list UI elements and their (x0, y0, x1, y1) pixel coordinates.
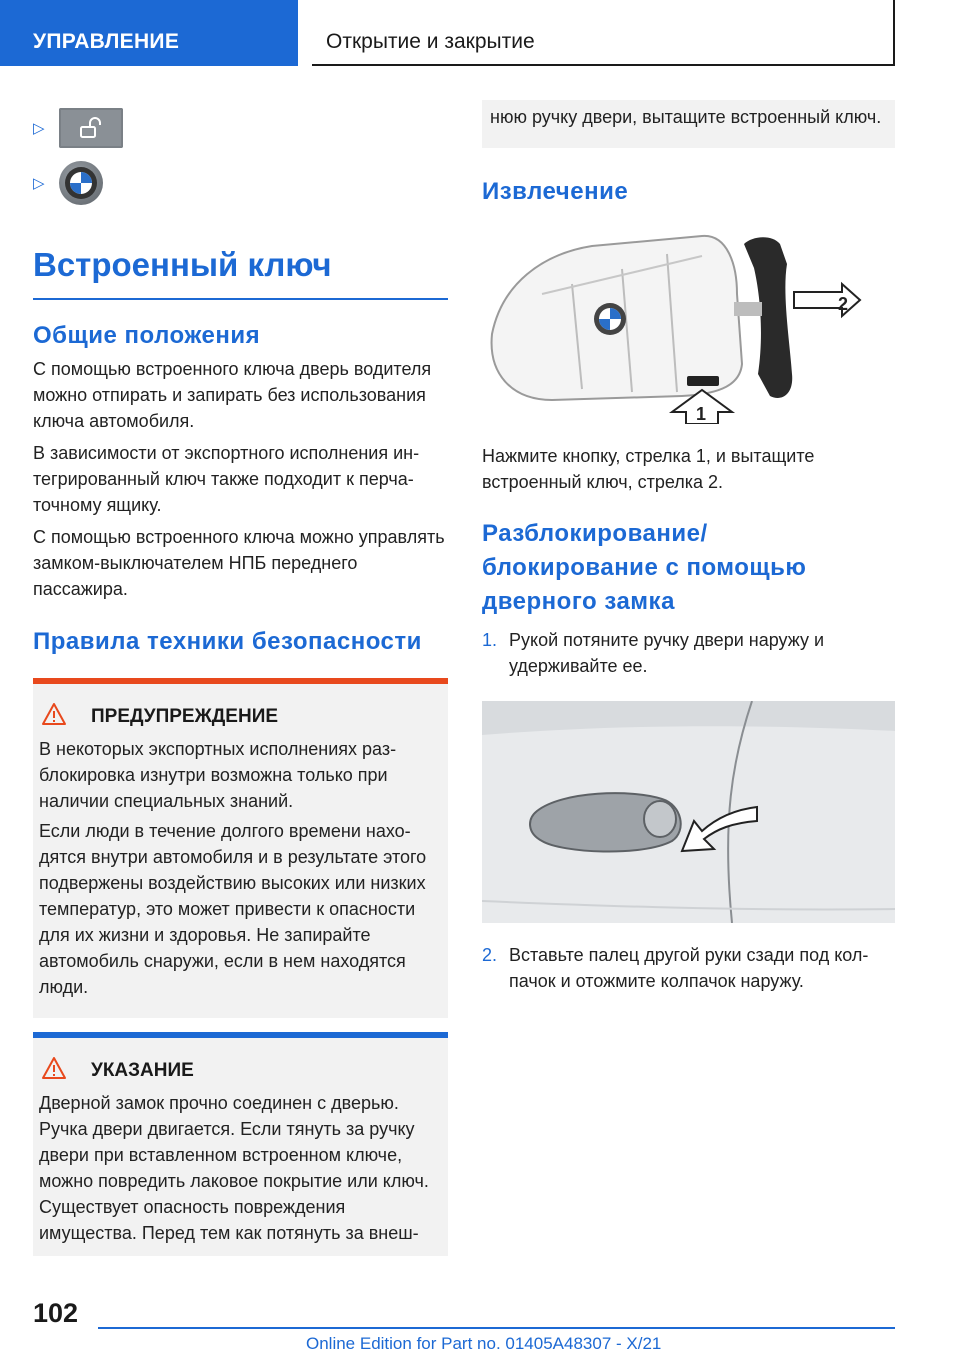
general-heading: Общие положения (33, 322, 261, 349)
page-number: 102 (33, 1298, 79, 1328)
right-column (482, 100, 895, 994)
warning-paragraph: В некоторых экспортных исполнениях разблокировка изнутри возможна только при наличии специальных знаний. (39, 739, 397, 811)
note-label: УКАЗАНИЕ (91, 1060, 194, 1081)
page-header (0, 0, 960, 66)
bmw-logo-button-icon (59, 161, 103, 205)
step-text: Рукой потяните ручку двери наружу и удерживайте ее. (509, 630, 825, 676)
warning-box (33, 678, 448, 1018)
warning-header (39, 702, 440, 732)
edition-text: Online Edition for Part no. 01405A48307 - X/21 (306, 1334, 662, 1353)
warning-paragraph: Если люди в течение долгого времени находятся внутри автомобиля и в результате этого подвержены воздействию высоких или низких температур, это может привести к опасности для их жизни и здоровья. Не запирайте автомобиль снаружи, если в нем находятся люди. (39, 821, 427, 997)
door-handle-figure (482, 701, 895, 928)
removal-heading: Извлечение (482, 178, 629, 205)
note-box (33, 1032, 448, 1256)
arrow-2-label: 2 (838, 294, 849, 314)
footer-divider (98, 1327, 895, 1329)
steps-list-cont (482, 942, 895, 994)
note-continuation: нюю ручку двери, вытащите встроенный ключ. (490, 107, 882, 127)
note-continuation-box (482, 100, 895, 148)
topic-title: Открытие и закрытие (312, 0, 895, 66)
lock-heading-line: Разблокирование/ (482, 520, 708, 547)
step-number: 1. (482, 630, 498, 650)
note-header (39, 1056, 440, 1086)
step-number: 2. (482, 945, 498, 965)
key-removal-figure (482, 224, 895, 429)
removal-text: Нажмите кнопку, стрелка 1, и вытащите встроенный ключ, стрелка 2. (482, 446, 815, 492)
arrow-1-label: 1 (696, 404, 707, 424)
step-item (482, 627, 895, 679)
step-item (482, 942, 895, 994)
warning-label: ПРЕДУПРЕЖДЕНИЕ (91, 706, 279, 727)
bullet-unlock (33, 100, 448, 155)
left-column (33, 100, 448, 1256)
bullet-logo (33, 155, 448, 210)
safety-heading: Правила техники безопасности (33, 628, 422, 655)
caution-triangle-icon (41, 1056, 71, 1086)
lock-heading (482, 517, 895, 619)
general-paragraph: С помощью встроенного ключа можно управлять замком-выключателем НПБ переднего пассажира. (33, 527, 445, 599)
lock-heading-line: блокирование с помощью (482, 554, 807, 581)
note-paragraph: Дверной замок прочно соединен с дверью. Ручка двери двигается. Если тянуть за ручку двери при вставленном встроенном ключе, можно повредить лаковое покрытие или ключ. Существует опасность повреждения имущества. Перед тем как потянуть за внеш- (39, 1093, 429, 1243)
general-paragraph: В зависимости от экспортного исполнения интегрированный ключ также подходит к перчаточному ящику. (33, 443, 420, 515)
lock-heading-line: дверного замка (482, 588, 675, 615)
general-paragraph: С помощью встроенного ключа дверь водителя можно отпирать и запирать без использования ключа автомобиля. (33, 359, 432, 431)
warning-triangle-icon (41, 702, 71, 732)
bullet-marker: ▷ (33, 174, 45, 192)
unlock-button-icon (59, 108, 123, 148)
bullet-marker: ▷ (33, 119, 45, 137)
step-text: Вставьте палец другой руки сзади под колпачок и отожмите колпачок наружу. (509, 945, 869, 991)
steps-list (482, 627, 895, 679)
section-tab[interactable]: УПРАВЛЕНИЕ (0, 0, 298, 66)
main-title: Встроенный ключ (33, 246, 448, 300)
